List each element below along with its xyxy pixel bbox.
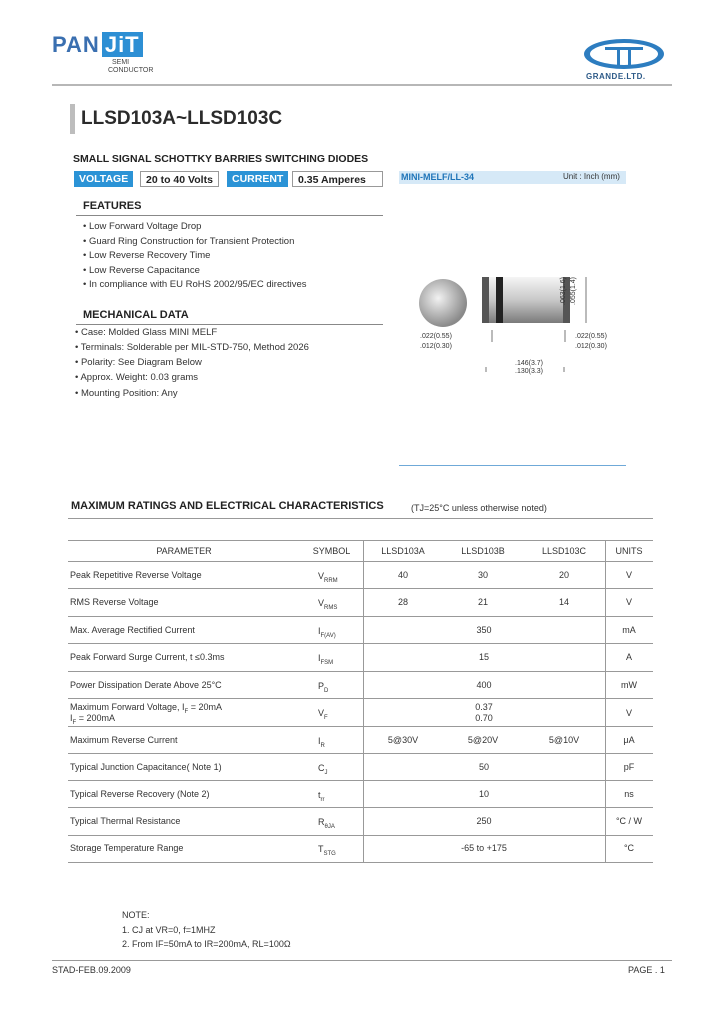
footer-page: PAGE . 1 (628, 965, 665, 975)
row-value-c: 14 (558, 597, 569, 607)
dim-d4: .012(0.30) (575, 343, 607, 350)
footer-date: STAD-FEB.09.2009 (52, 965, 131, 975)
feature-item: • In compliance with EU RoHS 2002/95/EC directives (83, 279, 307, 290)
header-llsd103b: LLSD103B (461, 546, 505, 556)
row-unit: V (625, 708, 632, 718)
logo-semiconductor (108, 59, 153, 75)
row-value-a: 40 (397, 570, 408, 580)
row-param: Peak Repetitive Reverse Voltage (70, 570, 202, 580)
row-symbol: $T_{STG}$ (318, 844, 336, 857)
row-value-b: 30 (477, 570, 488, 580)
feature-item: • Low Reverse Capacitance (83, 264, 200, 276)
row-param-line2: $I_F = 200mA$ (70, 713, 115, 726)
row-unit: μA (623, 735, 635, 745)
title-accent (70, 104, 75, 134)
row-value-c: 20 (558, 570, 569, 580)
mechanical-item: • Case: Molded Glass MINI MELF (75, 327, 218, 338)
features-list (83, 221, 307, 294)
ratings-rule (68, 518, 653, 519)
row-unit: ns (624, 789, 634, 799)
mechanical-item: • Mounting Position: Any (75, 388, 178, 399)
dim-dia2: .055(1.4) (570, 276, 577, 305)
row-value-merged: 0.37 (475, 702, 493, 712)
grande-text: GRANDE.LTD. (586, 72, 646, 81)
dim-len1: .146(3.7) (515, 360, 544, 367)
current-value-badge: 0.35 Amperes (292, 171, 383, 187)
row-param: Typical Thermal Resistance (70, 816, 181, 826)
row-unit: mW (621, 680, 637, 690)
package-drawing (410, 270, 610, 380)
logo-semi-text: SEMI (112, 59, 130, 66)
grande-logo-icon (583, 38, 665, 70)
panjit-logo (52, 32, 143, 58)
row-symbol: $R_{\theta JA}$ (318, 817, 335, 830)
row-value-merged: 250 (476, 816, 492, 826)
row-value-merged: -65 to +175 (461, 843, 507, 853)
row-unit: °C / W (615, 816, 643, 826)
mechanical-item: • Polarity: See Diagram Below (75, 357, 202, 368)
row-param: Storage Temperature Range (70, 843, 184, 853)
row-param: Peak Forward Surge Current, t ≤0.3ms (70, 652, 225, 662)
ratings-note: (TJ=25°C unless otherwise noted) (411, 503, 547, 513)
logo-jit-text: JiT (102, 32, 143, 57)
row-unit: V (625, 597, 632, 607)
feature-item: • Guard Ring Construction for Transient Protection (83, 235, 295, 247)
row-value-merged: 350 (476, 625, 492, 635)
row-unit: °C (623, 843, 635, 853)
row-value-b: 5@20V (467, 735, 499, 745)
ratings-title: MAXIMUM RATINGS AND ELECTRICAL CHARACTERISTICS (71, 500, 384, 512)
row-value-merged: 10 (478, 789, 489, 799)
page-title: LLSD103A~LLSD103C (81, 108, 283, 129)
row-value-merged: 400 (476, 680, 492, 690)
features-heading: FEATURES (83, 200, 142, 212)
logo-conductor-text: CONDUCTOR (108, 67, 154, 74)
package-bottom-rule (399, 465, 626, 466)
page-subtitle: SMALL SIGNAL SCHOTTKY BARRIES SWITCHING DIODES (73, 153, 369, 165)
row-value-merged-line2: 0.70 (475, 713, 493, 723)
end-view-icon (419, 279, 467, 327)
row-value-b: 21 (477, 597, 488, 607)
mechanical-item: • Terminals: Solderable per MIL-STD-750, Method 2026 (75, 342, 309, 353)
row-symbol: $V_F$ (318, 708, 328, 721)
row-unit: V (625, 570, 632, 580)
mechanical-item: • Approx. Weight: 0.03 grams (75, 372, 199, 383)
row-param: Maximum Reverse Current (70, 735, 178, 745)
package-name: MINI-MELF/LL-34 (401, 172, 474, 182)
row-symbol: $C_J$ (318, 763, 328, 776)
header-llsd103c: LLSD103C (541, 546, 587, 556)
note-2: 2. From IF=50mA to IR=200mA, RL=100Ω (122, 939, 291, 949)
row-unit: A (625, 652, 632, 662)
mechanical-list (75, 327, 309, 403)
header-symbol: SYMBOL (312, 546, 351, 556)
dim-d1: .022(0.55) (420, 333, 452, 340)
row-symbol: $P_D$ (318, 681, 329, 694)
row-value-merged: 50 (478, 762, 489, 772)
package-unit: Unit : Inch (mm) (563, 172, 620, 181)
feature-item: • Low Forward Voltage Drop (83, 221, 202, 232)
current-label-badge: CURRENT (227, 171, 288, 187)
dim-dia1: .063(1.6) (560, 276, 567, 305)
dim-d2: .012(0.30) (420, 343, 452, 350)
row-symbol: $t_{rr}$ (318, 790, 325, 803)
row-value-c: 5@10V (548, 735, 580, 745)
row-param: Typical Reverse Recovery (Note 2) (70, 789, 210, 799)
row-symbol: $I_{F(AV)}$ (318, 626, 336, 639)
features-rule (76, 215, 383, 216)
row-value-a: 28 (397, 597, 408, 607)
row-param: RMS Reverse Voltage (70, 597, 159, 607)
row-param: Power Dissipation Derate Above 25°C (70, 680, 222, 690)
row-param: Typical Junction Capacitance( Note 1) (70, 762, 222, 772)
notes-heading: NOTE: (122, 910, 150, 920)
footer-divider (52, 960, 672, 961)
mechanical-heading: MECHANICAL DATA (83, 309, 189, 321)
row-symbol: $I_R$ (318, 736, 325, 749)
dim-d3: .022(0.55) (575, 333, 607, 340)
logo-pan-text: PAN (52, 32, 100, 57)
body-side-view (482, 277, 570, 323)
note-1: 1. CJ at VR=0, f=1MHZ (122, 925, 216, 935)
dim-len2: .130(3.3) (515, 368, 544, 375)
row-value-a: 5@30V (387, 735, 419, 745)
row-unit: pF (623, 762, 635, 772)
row-param: Max. Average Rectified Current (70, 625, 195, 635)
header-units: UNITS (615, 546, 643, 556)
row-unit: mA (622, 625, 636, 635)
row-symbol: $V_{RMS}$ (318, 598, 338, 611)
row-symbol: $I_{FSM}$ (318, 653, 334, 666)
row-value-merged: 15 (478, 652, 489, 662)
voltage-label-badge: VOLTAGE (74, 171, 133, 187)
header-parameter: PARAMETER (156, 546, 212, 556)
row-param: Maximum Forward Voltage, $I_F = 20mA$ (70, 702, 222, 715)
ratings-table (68, 540, 653, 862)
mechanical-rule (76, 324, 383, 325)
feature-item: • Low Reverse Recovery Time (83, 250, 211, 261)
voltage-value-badge: 20 to 40 Volts (140, 171, 219, 187)
header-divider (52, 84, 672, 86)
row-symbol: $V_{RRM}$ (318, 571, 338, 584)
header-llsd103a: LLSD103A (381, 546, 425, 556)
